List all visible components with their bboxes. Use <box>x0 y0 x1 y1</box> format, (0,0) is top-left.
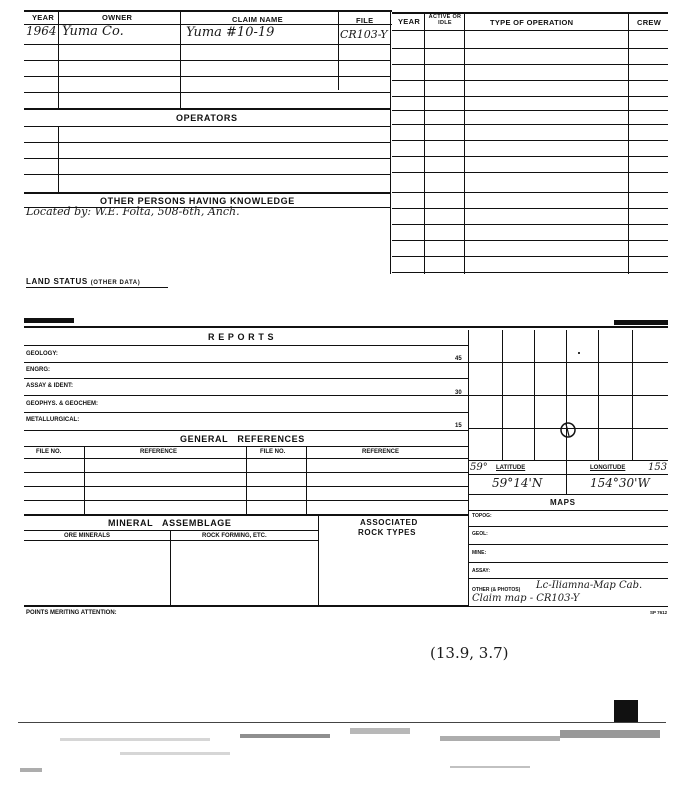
longitude-suffix: 153 <box>648 462 668 473</box>
side-number-30: 30 <box>455 390 462 396</box>
coordinates-note: (13.9, 3.7) <box>430 644 509 662</box>
general-references-title: GENERAL REFERENCES <box>180 434 305 444</box>
maps-mine: MINE: <box>472 550 487 556</box>
ref-header-reference-1: REFERENCE <box>140 449 178 455</box>
form-number: SP 7612 <box>650 610 668 615</box>
reports-title: R E P O R T S <box>208 332 275 342</box>
report-geology: GEOLOGY: <box>26 351 58 357</box>
header-owner: OWNER <box>102 13 133 22</box>
land-status-title: LAND STATUS <box>26 277 88 286</box>
header-file: FILE <box>356 16 374 25</box>
entry-claim-name: Yuma #10-19 <box>186 25 275 40</box>
operators-label: OPERATORS <box>176 113 238 123</box>
other-persons-entry: Located by: W.E. Folta, 508-6th, Anch. <box>26 205 240 218</box>
report-metallurgical: METALLURGICAL: <box>26 417 80 423</box>
maps-others-value-1: Lc-Iliamna-Map Cab. <box>536 580 643 591</box>
longitude-value: 154°30'W <box>590 476 650 490</box>
latitude-value: 59°14'N <box>492 476 543 490</box>
report-geophys: GEOPHYS. & GEOCHEM: <box>26 401 99 407</box>
maps-assay: ASSAY: <box>472 568 491 574</box>
maps-title: MAPS <box>550 498 576 507</box>
rock-forming-header: ROCK FORMING, ETC. <box>202 533 267 539</box>
entry-year: 1964 <box>26 24 57 38</box>
header-year-2: YEAR <box>398 17 421 26</box>
side-number-45: 45 <box>455 356 462 362</box>
header-crew: CREW <box>637 18 662 27</box>
points-meriting-attention-label: POINTS MERITING ATTENTION: <box>26 610 117 616</box>
side-number-15: 15 <box>455 423 462 429</box>
header-year: YEAR <box>32 13 55 22</box>
header-active-or-idle: ACTIVE OR IDLE <box>428 14 462 26</box>
ref-header-file-no-1: FILE NO. <box>36 449 62 455</box>
land-status-label <box>26 277 140 286</box>
land-status-sub: (OTHER DATA) <box>90 280 141 286</box>
ref-header-reference-2: REFERENCE <box>362 449 400 455</box>
maps-geol: GEOL: <box>472 531 488 537</box>
report-engrg: ENGRG: <box>26 367 50 373</box>
other-persons-label: OTHER PERSONS HAVING KNOWLEDGE <box>100 196 295 206</box>
maps-others-label: OTHER (& PHOTOS) <box>472 587 521 593</box>
maps-topog: TOPOG: <box>472 513 492 519</box>
latitude-label: LATITUDE <box>496 465 526 471</box>
header-claim-name: CLAIM NAME <box>232 15 283 24</box>
header-type-of-operation: TYPE OF OPERATION <box>490 18 574 27</box>
entry-file: CR103-Y <box>340 28 388 41</box>
mineral-assemblage-title: MINERAL ASSEMBLAGE <box>108 518 232 528</box>
associated-header: ASSOCIATED <box>360 518 418 527</box>
location-circle-mark <box>556 420 580 440</box>
ore-minerals-header: ORE MINERALS <box>64 533 111 539</box>
maps-others-value-2: Claim map - CR103-Y <box>472 593 580 604</box>
ref-header-file-no-2: FILE NO. <box>260 449 286 455</box>
entry-owner: Yuma Co. <box>62 24 124 39</box>
longitude-label: LONGITUDE <box>590 465 626 471</box>
report-assay: ASSAY & IDENT: <box>26 383 74 389</box>
latitude-prefix: 59° <box>470 462 488 473</box>
rock-types-header: ROCK TYPES <box>358 528 417 537</box>
